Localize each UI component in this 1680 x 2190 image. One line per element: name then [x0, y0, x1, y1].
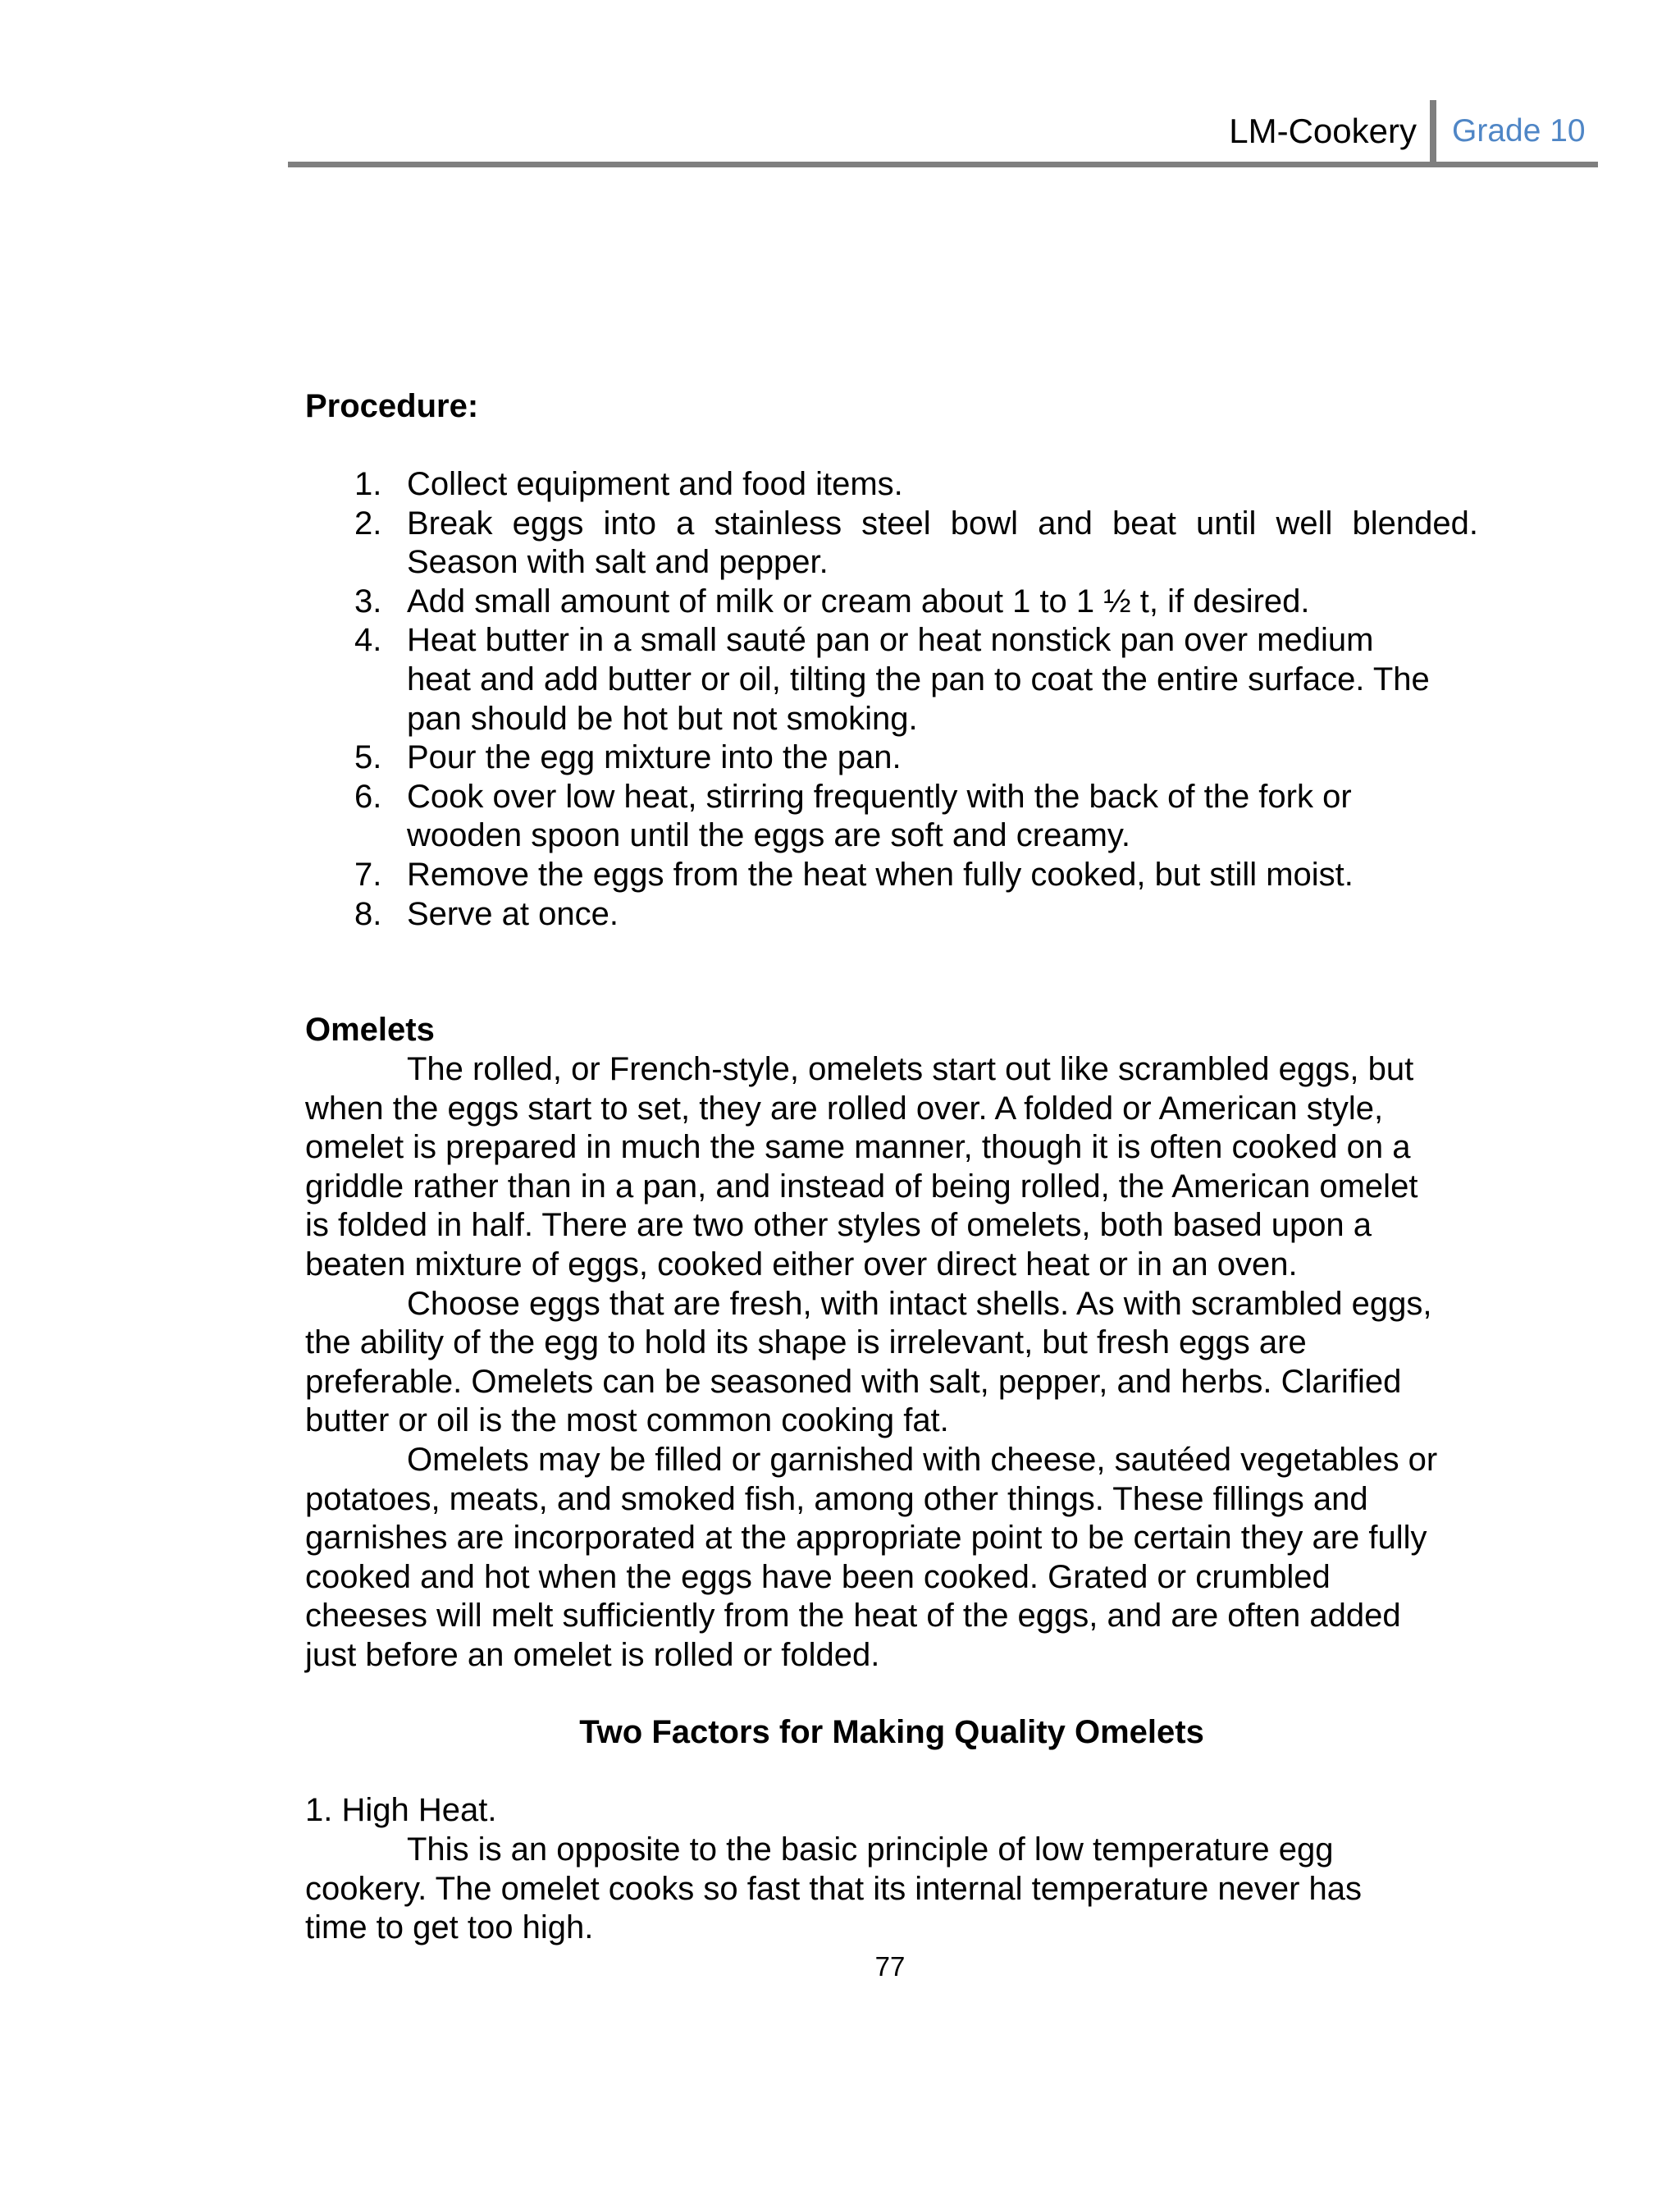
- paragraph-line: omelet is prepared in much the same manner, though it is often cooked on a: [305, 1129, 1411, 1166]
- step-text: Remove the eggs from the heat when fully cooked, but still moist.: [407, 856, 1354, 893]
- paragraph-line: butter or oil is the most common cooking fat.: [305, 1402, 949, 1439]
- procedure-steps-list: [305, 465, 1478, 934]
- step-text: Add small amount of milk or cream about 1 to 1 ½ t, if desired.: [407, 583, 1310, 620]
- paragraph-line: preferable. Omelets can be seasoned with salt, pepper, and herbs. Clarified: [305, 1363, 1402, 1400]
- step-text: Break eggs into a stainless steel bowl and beat until well blended.: [407, 505, 1478, 542]
- paragraph-line: when the eggs start to set, they are rolled over. A folded or American style,: [305, 1090, 1384, 1127]
- header-grade-label: Grade 10: [1452, 113, 1586, 149]
- procedure-step: [305, 778, 1478, 856]
- paragraph-line: cookery. The omelet cooks so fast that its internal temperature never has: [305, 1870, 1363, 1907]
- step-number: 4.: [354, 622, 382, 659]
- procedure-step: [305, 621, 1478, 738]
- step-number: 2.: [354, 505, 382, 542]
- step-number: 7.: [354, 856, 382, 893]
- paragraph-line: beaten mixture of eggs, cooked either over direct heat or in an oven.: [305, 1246, 1298, 1282]
- page-number: 77: [874, 1951, 906, 1982]
- factors-heading: Two Factors for Making Quality Omelets: [579, 1714, 1204, 1750]
- factor-paragraph: [305, 1831, 1486, 1948]
- step-number: 6.: [354, 778, 382, 815]
- paragraph-line: garnishes are incorporated at the appropriate point to be certain they are fully: [305, 1520, 1427, 1557]
- paragraph-line: Omelets may be filled or garnished with cheese, sautéed vegetables or: [407, 1441, 1438, 1478]
- omelets-heading: Omelets: [305, 1012, 435, 1048]
- procedure-heading: Procedure:: [305, 388, 479, 424]
- procedure-step: [305, 505, 1478, 583]
- paragraph-line: the ability of the egg to hold its shape is irrelevant, but fresh eggs are: [305, 1324, 1307, 1361]
- step-text: Heat butter in a small sauté pan or heat nonstick pan over medium: [407, 622, 1374, 659]
- paragraph-line: griddle rather than in a pan, and instead of being rolled, the American omelet: [305, 1168, 1418, 1205]
- step-number: 5.: [354, 739, 382, 776]
- step-text: pan should be hot but not smoking.: [407, 700, 918, 737]
- factor-title: 1. High Heat.: [305, 1792, 497, 1828]
- procedure-step: [305, 856, 1478, 895]
- step-text: Pour the egg mixture into the pan.: [407, 739, 902, 776]
- paragraph-line: This is an opposite to the basic principle of low temperature egg: [407, 1831, 1334, 1868]
- procedure-step: [305, 738, 1478, 778]
- step-number: 8.: [354, 895, 382, 932]
- header-doc-label: LM-Cookery: [1229, 112, 1417, 150]
- step-text: Cook over low heat, stirring frequently with the back of the fork or: [407, 778, 1352, 815]
- paragraph-line: time to get too high.: [305, 1909, 594, 1946]
- omelets-paragraph: [305, 1050, 1486, 1676]
- step-text: Serve at once.: [407, 895, 619, 932]
- header-rule: [288, 162, 1598, 167]
- paragraph-line: cheeses will melt sufficiently from the heat of the eggs, and are often added: [305, 1598, 1401, 1634]
- step-text: Season with salt and pepper.: [407, 544, 829, 581]
- paragraph-line: potatoes, meats, and smoked fish, among other things. These fillings and: [305, 1480, 1368, 1517]
- step-text: wooden spoon until the eggs are soft and creamy.: [407, 817, 1131, 854]
- paragraph-line: just before an omelet is rolled or folded.: [305, 1636, 880, 1673]
- paragraph-line: cooked and hot when the eggs have been cooked. Grated or crumbled: [305, 1558, 1331, 1595]
- step-number: 1.: [354, 466, 382, 502]
- step-text: Collect equipment and food items.: [407, 466, 903, 502]
- procedure-step: [305, 465, 1478, 505]
- paragraph-line: is folded in half. There are two other styles of omelets, both based upon a: [305, 1207, 1372, 1244]
- procedure-step: [305, 583, 1478, 622]
- step-number: 3.: [354, 583, 382, 620]
- paragraph-line: The rolled, or French-style, omelets start out like scrambled eggs, but: [407, 1051, 1414, 1087]
- step-text: heat and add butter or oil, tilting the pan to coat the entire surface. The: [407, 661, 1430, 697]
- header-divider: [1430, 100, 1436, 166]
- procedure-step: [305, 895, 1478, 935]
- paragraph-line: Choose eggs that are fresh, with intact shells. As with scrambled eggs,: [407, 1285, 1432, 1322]
